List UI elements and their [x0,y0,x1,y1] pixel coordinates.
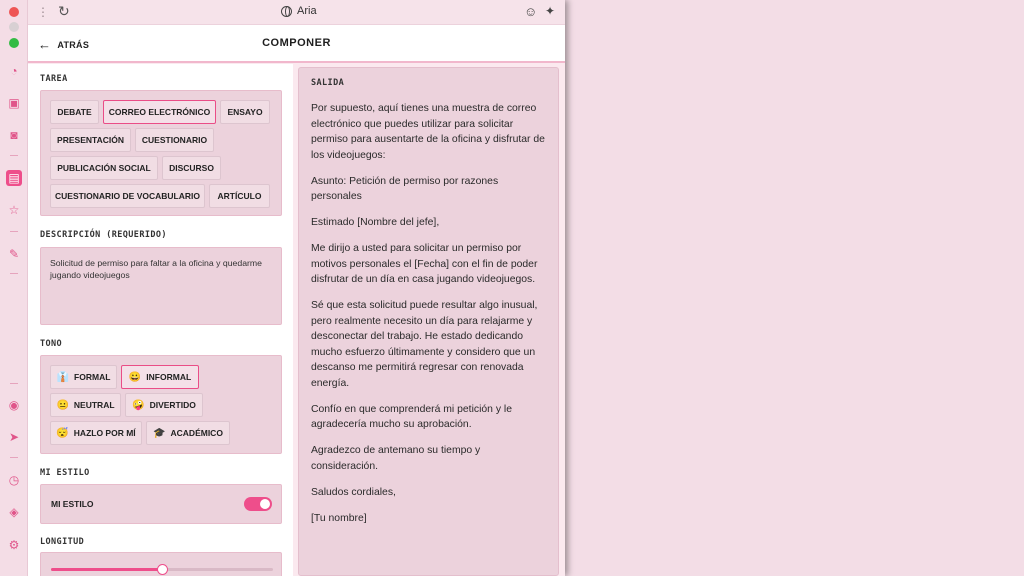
tone-chip-label: HAZLO POR MÍ [73,428,136,438]
tone-chip-formal[interactable] [50,365,117,389]
task-chip-speech[interactable]: DISCURSO [162,156,221,180]
length-panel [40,552,282,576]
task-chip-article[interactable]: ARTÍCULO [209,184,270,208]
close-window-button[interactable] [9,7,19,17]
output-paragraph: Saludos cordiales, [311,486,396,498]
tone-chip-funny[interactable] [125,393,203,417]
cube-icon[interactable]: ◈ [9,505,19,519]
reload-icon[interactable]: ↻ [58,3,70,19]
length-slider[interactable] [51,568,273,571]
grinning-face-icon: 😀 [128,371,142,383]
my-style-toggle[interactable] [244,497,272,511]
tone-chip-label: INFORMAL [146,372,192,382]
camera-icon[interactable]: ◙ [10,128,18,142]
output-paragraph: Agradezco de antemano su tiempo y consideración. [311,445,481,472]
output-text[interactable] [311,101,549,537]
back-label: ATRÁS [57,39,90,50]
minimize-window-button[interactable] [9,22,19,32]
output-paragraph: Por supuesto, aquí tienes una muestra de correo electrónico que puedes utilizar para solicitar permiso para ausentarte de la oficina y disfrutar de los videojuegos: [311,103,545,161]
zany-face-icon: 🤪 [132,399,145,411]
tone-chip-label: FORMAL [74,372,111,382]
window-title [281,5,317,17]
tone-options-panel [40,355,282,454]
my-style-toggle-label: MI ESTILO [51,499,94,509]
rail-divider [10,273,18,274]
speedometer-icon[interactable]: ◔ [10,64,18,78]
task-options-panel [40,90,282,216]
play-icon[interactable]: ◉ [8,398,20,412]
briefcase-icon[interactable]: ▣ [8,96,20,110]
compose-icon[interactable]: ▤ [6,170,22,186]
page-header [28,25,565,63]
tone-chip-label: ACADÉMICO [170,428,223,438]
tone-chip-do-it-for-me[interactable] [50,421,142,445]
output-paragraph: Asunto: Petición de permiso por razones personales [311,175,499,202]
task-chip-presentation[interactable]: PRESENTACIÓN [50,128,131,152]
settings-icon[interactable]: ⚙ [8,538,20,552]
tone-chip-label: NEUTRAL [73,400,115,410]
rail-divider [10,383,18,384]
rail-divider [10,155,18,156]
task-chip-social-post[interactable]: PUBLICACIÓN SOCIAL [50,156,158,180]
more-options-icon[interactable]: ⋮ [37,5,48,19]
graduation-cap-icon: 🎓 [153,427,166,439]
app-name: Aria [297,5,317,17]
tone-chip-informal[interactable] [121,365,199,389]
necktie-icon: 👔 [56,371,70,383]
rail-divider [10,457,18,458]
task-label: TAREA [40,74,68,84]
send-icon[interactable]: ➤ [8,430,20,444]
pin-icon[interactable]: ✦ [545,4,556,18]
globe-icon [281,6,292,17]
page-title: COMPONER [262,37,331,49]
output-paragraph: Confío en que comprenderá mi petición y le agradecería mucho su aprobación. [311,403,512,430]
arrow-left-icon: ← [38,37,52,52]
length-slider-fill [51,568,162,571]
tone-chip-neutral[interactable] [50,393,121,417]
clock-icon[interactable]: ◷ [8,473,20,487]
length-label: LONGITUD [40,537,85,547]
pen-icon[interactable]: ✎ [8,247,20,261]
output-paragraph: [Tu nombre] [311,512,367,524]
output-panel [298,67,559,576]
star-icon[interactable]: ☆ [8,203,20,217]
output-label: SALIDA [311,78,345,88]
neutral-face-icon: 😐 [56,399,69,411]
desktop-background [565,0,1024,576]
length-slider-handle[interactable] [157,564,168,575]
maximize-window-button[interactable] [9,38,19,48]
task-chip-email[interactable]: CORREO ELECTRÓNICO [103,100,216,124]
compose-form [28,64,293,576]
rail-divider [10,231,18,232]
emoji-icon[interactable]: ☺ [524,4,538,19]
my-style-label: MI ESTILO [40,468,90,478]
task-chip-vocab-quiz[interactable]: CUESTIONARIO DE VOCABULARIO [50,184,205,208]
description-label: DESCRIPCIÓN (REQUERIDO) [40,230,167,240]
sleeping-face-icon: 😴 [56,427,69,439]
task-chip-debate[interactable]: DEBATE [50,100,99,124]
tone-chip-academic[interactable] [146,421,230,445]
task-chip-quiz[interactable]: CUESTIONARIO [135,128,214,152]
my-style-row [40,484,282,524]
output-paragraph: Estimado [Nombre del jefe], [311,217,440,228]
title-bar [28,0,565,25]
description-input[interactable]: Solicitud de permiso para faltar a la oficina y quedarme jugando videojuegos [40,247,282,325]
sidebar-rail [0,0,28,576]
output-paragraph: Me dirijo a usted para solicitar un permiso por motivos personales el [Fecha] con el fin de poder disfrutar de un día en casa jugando videojuegos. [311,243,538,285]
task-chip-essay[interactable]: ENSAYO [220,100,270,124]
tone-chip-label: DIVERTIDO [149,400,196,410]
output-paragraph: Sé que esta solicitud puede resultar algo inusual, pero realmente necesito un día para relajarme y desconectar del trabajo. He estado dedicando mucho esfuerzo últimamente y considero que un descanso me permitirá regresar con renovada energía. [311,300,538,389]
tone-label: TONO [40,339,63,349]
